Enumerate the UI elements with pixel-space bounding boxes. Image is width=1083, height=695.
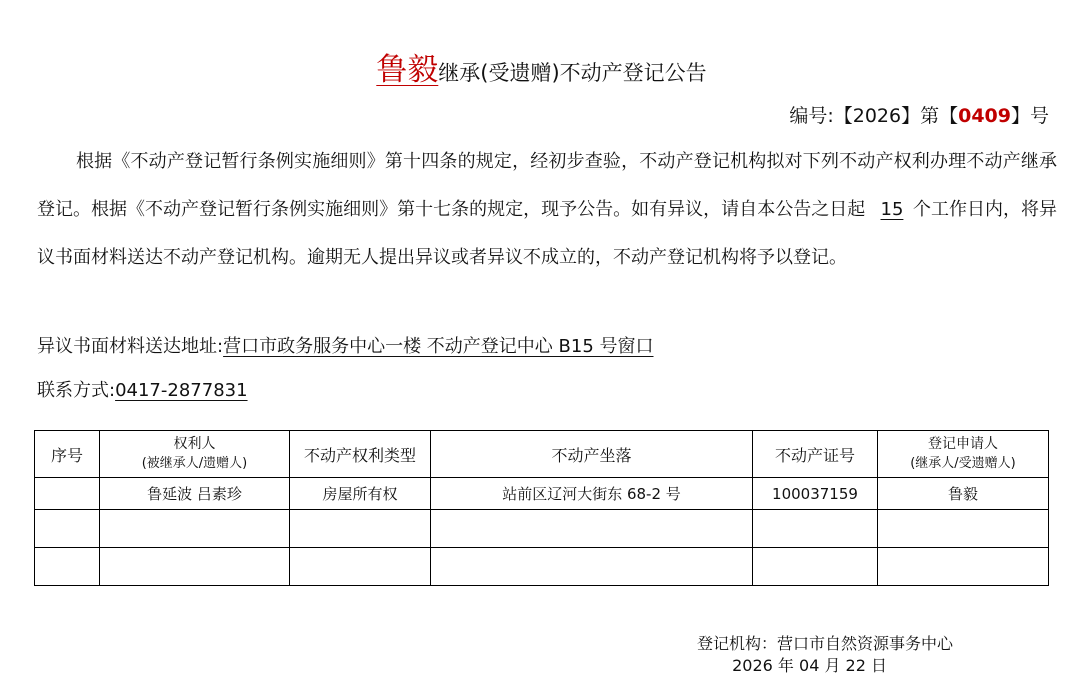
empty-cell [753, 510, 878, 548]
registration-table [34, 430, 1049, 586]
header-applicant [878, 431, 1049, 478]
issue-date: 2026 年 04 月 22 日 [732, 656, 887, 675]
empty-cell [431, 548, 753, 586]
header-applicant-label: 登记申请人 [928, 436, 998, 452]
table-row-empty [35, 548, 1049, 586]
title-applicant-name: 鲁毅 [376, 52, 439, 88]
docno-suffix: 】号 [1010, 105, 1049, 127]
empty-cell [100, 548, 290, 586]
header-holder-label: 权利人 [173, 436, 216, 452]
header-holder-sub: (被继承人/遗赠人) [141, 456, 248, 471]
header-location: 不动产坐落 [431, 431, 753, 478]
empty-cell [290, 548, 431, 586]
empty-cell [35, 548, 100, 586]
table-row [35, 478, 1049, 510]
body-part-1: 根据《不动产登记暂行条例实施细则》第十四条的规定，经初步查验，不动产登记机构拟对下列不动产权利办理不动产继承登记。根据《不动产登记暂行条例实施细则》第十七条的规定，现予公告。如有异议，请自本公告之日起 [37, 151, 1057, 220]
empty-cell [431, 510, 753, 548]
title-text: 继承(受遗赠)不动产登记公告 [438, 61, 707, 85]
empty-cell [878, 548, 1049, 586]
notice-body [37, 138, 1057, 282]
objection-address [37, 332, 654, 362]
table-header-row [35, 431, 1049, 478]
header-applicant-sub: (继承人/受遗赠人) [910, 456, 1016, 471]
document-number [789, 100, 1049, 132]
contact-info [37, 376, 248, 406]
cell-cert-no: 100037159 [753, 478, 878, 510]
header-cert-no: 不动产证号 [753, 431, 878, 478]
empty-cell [878, 510, 1049, 548]
cell-seq [35, 478, 100, 510]
objection-days: 15 [880, 199, 904, 220]
contact-label: 联系方式: [37, 380, 116, 401]
cell-applicant: 鲁毅 [878, 478, 1049, 510]
header-holder [100, 431, 290, 478]
table-row-empty [35, 510, 1049, 548]
address-value: 营口市政务服务中心一楼 不动产登记中心 B15 号窗口 [223, 336, 654, 357]
empty-cell [290, 510, 431, 548]
header-seq: 序号 [35, 431, 100, 478]
address-label: 异议书面材料送达地址: [37, 336, 224, 357]
notice-title [0, 50, 1083, 93]
issuing-authority: 登记机构：营口市自然资源事务中心 [696, 634, 953, 653]
empty-cell [100, 510, 290, 548]
header-right-type: 不动产权利类型 [290, 431, 431, 478]
empty-cell [35, 510, 100, 548]
docno-value: 0409 [958, 105, 1011, 127]
contact-phone: 0417-2877831 [115, 380, 248, 401]
docno-prefix: 编号:【2026】第【 [789, 105, 959, 127]
body-part-2: 个工作日内，将异议书面材料送达不动产登记机构。逾期无人提出异议或者异议不成立的，不动产登记机构将予以登记。 [37, 199, 1057, 268]
cell-holder: 鲁延波 吕素珍 [100, 478, 290, 510]
empty-cell [753, 548, 878, 586]
cell-right-type: 房屋所有权 [290, 478, 431, 510]
cell-location: 站前区辽河大街东 68-2 号 [431, 478, 753, 510]
